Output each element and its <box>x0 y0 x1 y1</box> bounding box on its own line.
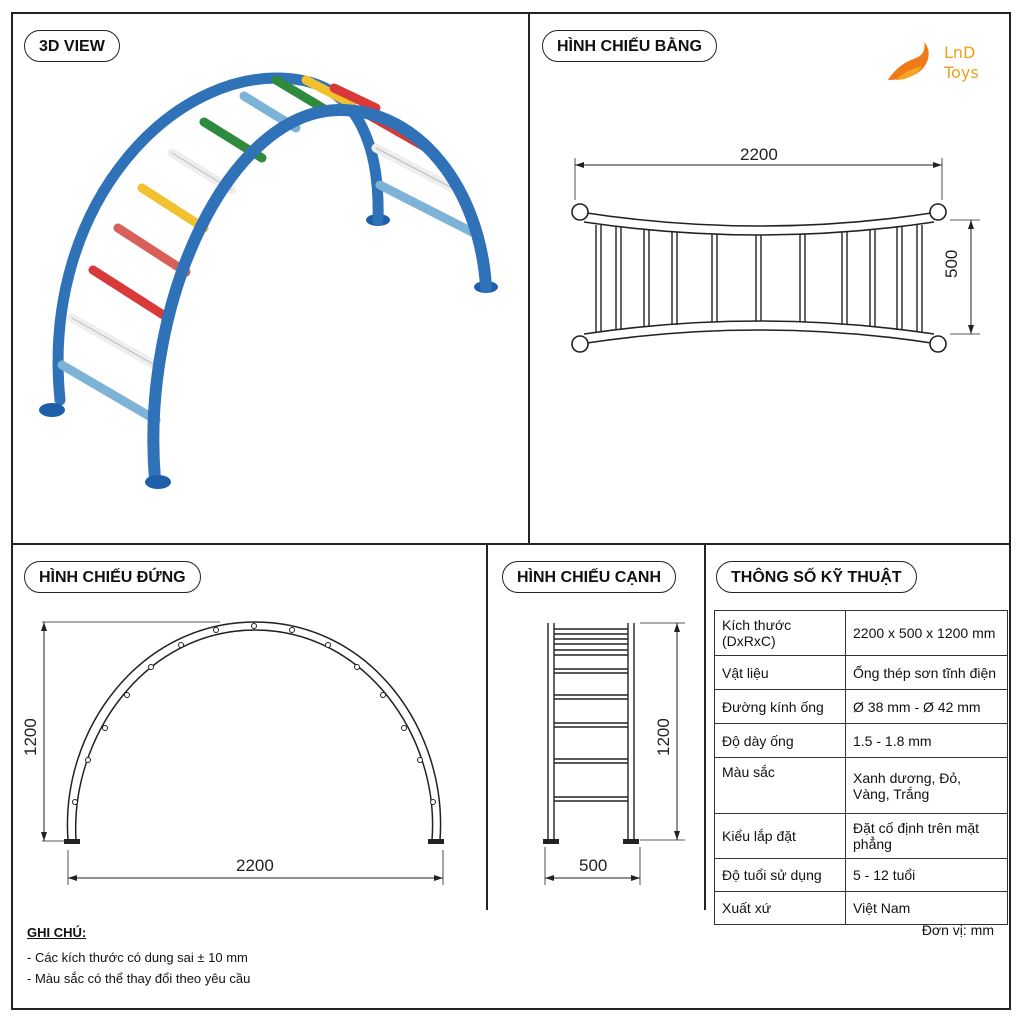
front-view-drawing <box>30 610 470 890</box>
specs-table <box>714 610 1008 925</box>
spec-key: Đường kính ống <box>715 690 846 724</box>
side-view-label: HÌNH CHIẾU CẠNH <box>502 561 676 593</box>
spec-row <box>715 611 1008 656</box>
spec-row <box>715 859 1008 892</box>
note-item: - Các kích thước có dung sai ± 10 mm <box>27 950 248 965</box>
spec-key: Màu sắc <box>715 758 846 814</box>
note-item: - Màu sắc có thể thay đổi theo yêu cầu <box>27 971 251 986</box>
spec-key: Độ dày ống <box>715 724 846 758</box>
divider-horizontal <box>11 543 1011 545</box>
top-depth-dimension: 500 <box>942 249 961 278</box>
spec-value: 2200 x 500 x 1200 mm <box>846 611 1008 656</box>
lnd-logo-icon <box>886 40 936 84</box>
side-height-dimension: 1200 <box>654 718 673 756</box>
spec-row <box>715 724 1008 758</box>
top-view-drawing <box>560 150 980 370</box>
divider-bottom-left <box>486 543 488 910</box>
spec-value: 5 - 12 tuổi <box>846 859 1008 892</box>
notes-title: GHI CHÚ: <box>27 925 87 940</box>
spec-row <box>715 892 1008 925</box>
side-view-drawing <box>540 615 700 890</box>
divider-bottom-right <box>704 543 706 910</box>
front-view-label: HÌNH CHIẾU ĐỨNG <box>24 561 201 593</box>
view3d-label: 3D VIEW <box>24 30 120 62</box>
logo-line2: Toys <box>944 63 979 82</box>
side-width-dimension: 500 <box>579 856 608 875</box>
arch-ladder-3d-illustration <box>0 0 530 540</box>
specs-label: THÔNG SỐ KỸ THUẬT <box>716 561 917 593</box>
spec-row <box>715 656 1008 690</box>
spec-value: Việt Nam <box>846 892 1008 925</box>
spec-value: Ống thép sơn tĩnh điện <box>846 656 1008 690</box>
spec-row <box>715 690 1008 724</box>
spec-value: Đặt cố định trên mặt phẳng <box>846 814 1008 859</box>
front-width-dimension: 2200 <box>236 856 274 875</box>
top-view-label: HÌNH CHIẾU BẰNG <box>542 30 717 62</box>
top-width-dimension: 2200 <box>740 145 778 164</box>
unit-label: Đơn vị: mm <box>921 922 994 938</box>
front-height-dimension: 1200 <box>21 718 40 756</box>
spec-key: Độ tuổi sử dụng <box>715 859 846 892</box>
logo-line1: LnD <box>944 43 976 62</box>
spec-value: Xanh dương, Đỏ, Vàng, Trắng <box>846 758 1008 814</box>
spec-row <box>715 814 1008 859</box>
spec-value: Ø 38 mm - Ø 42 mm <box>846 690 1008 724</box>
spec-key: Vật liệu <box>715 656 846 690</box>
spec-key: Xuất xứ <box>715 892 846 925</box>
spec-key: Kiểu lắp đặt <box>715 814 846 859</box>
spec-value: 1.5 - 1.8 mm <box>846 724 1008 758</box>
spec-row <box>715 758 1008 814</box>
spec-key: Kích thước (DxRxC) <box>715 611 846 656</box>
